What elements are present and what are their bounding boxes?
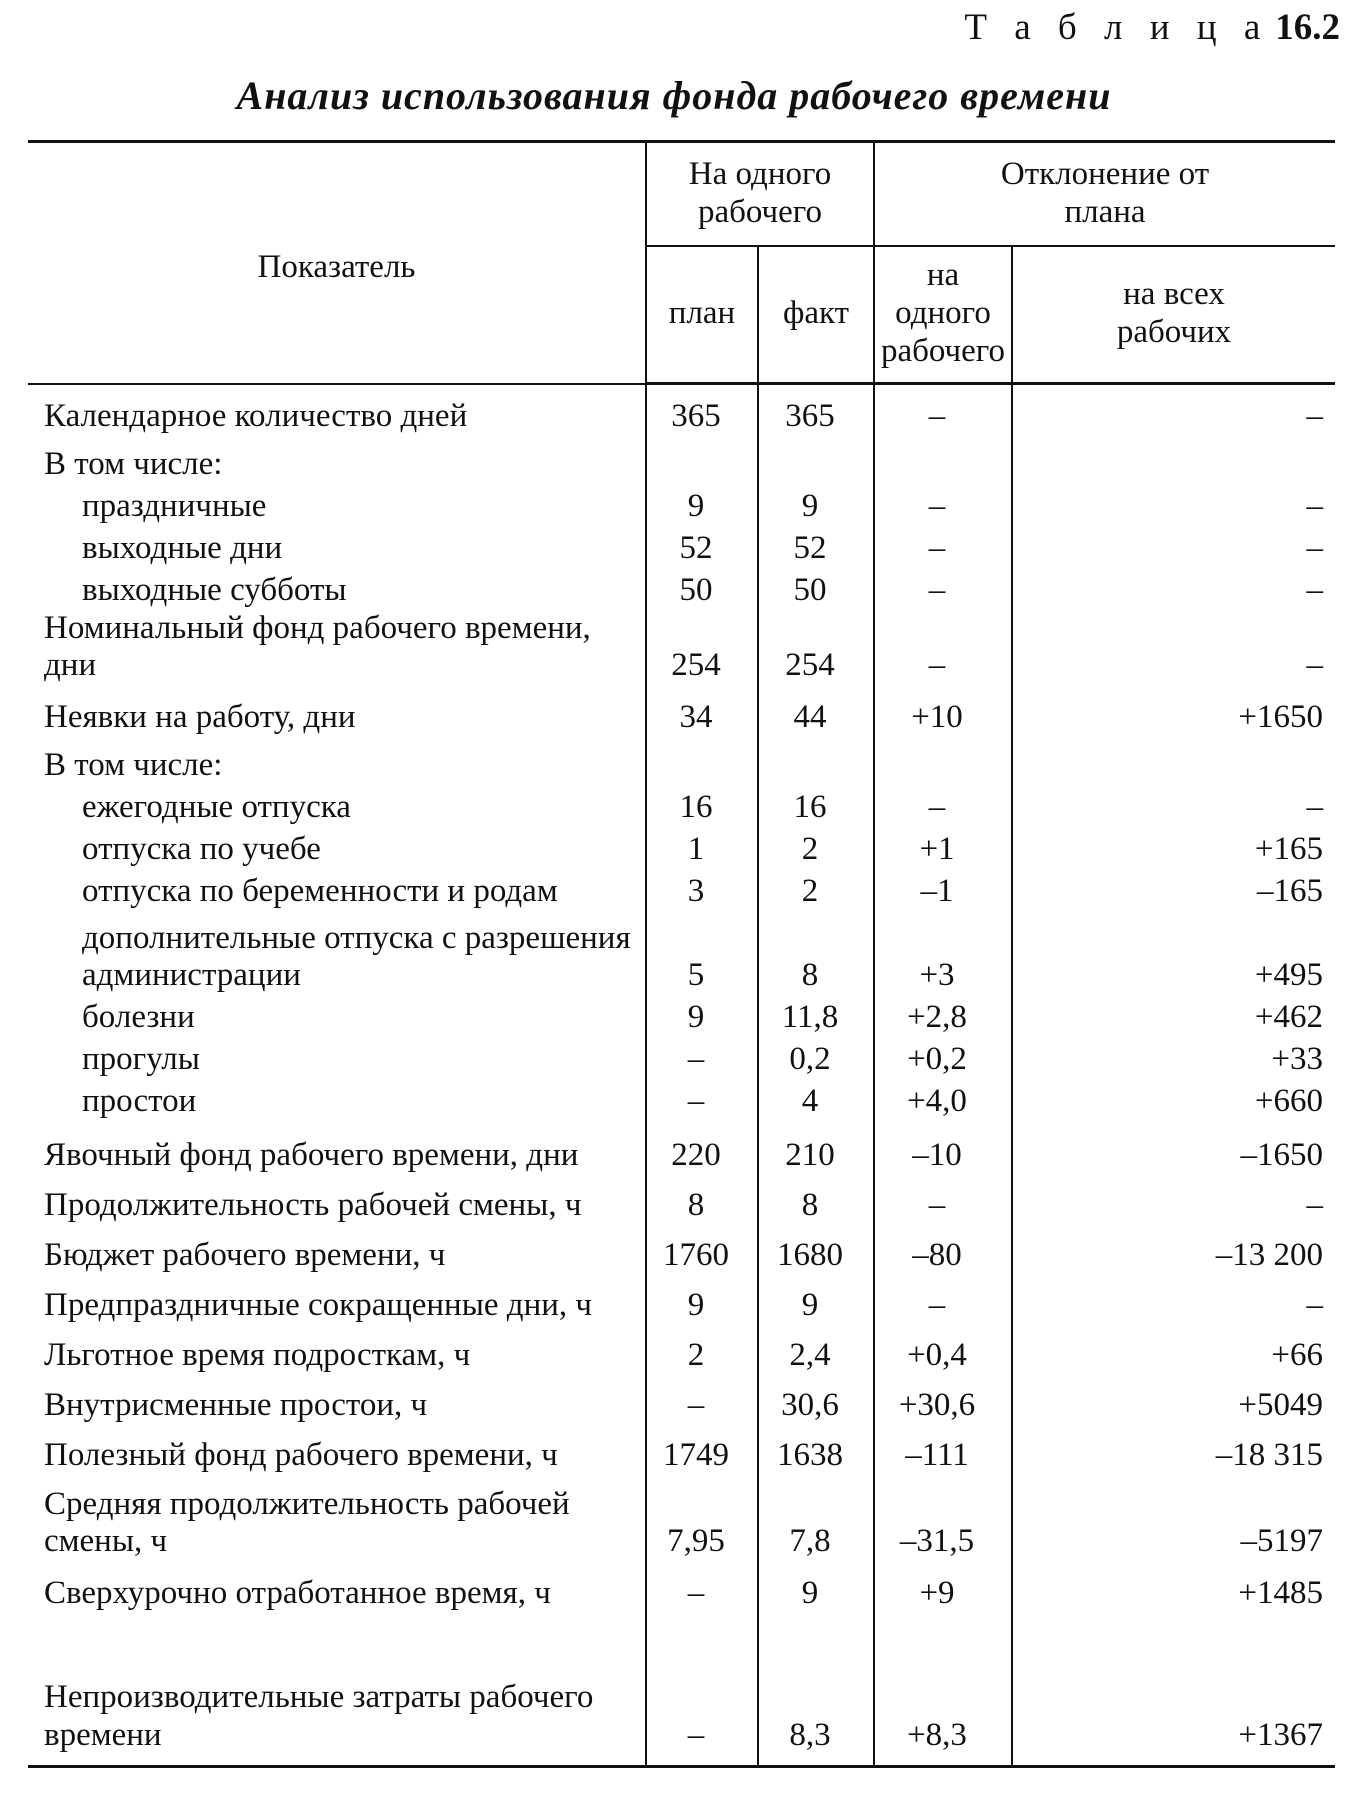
cell-plan: – (646, 1375, 758, 1425)
table-row (28, 737, 1335, 785)
cell-dev-all (1012, 737, 1335, 785)
table-number-value: 16.2 (1275, 7, 1340, 48)
table-row (28, 1175, 1335, 1225)
cell-dev-all: +660 (1012, 1079, 1335, 1121)
row-label-text: Непроизводительные затраты рабочего времени (44, 1679, 594, 1754)
table-row (28, 526, 1335, 568)
cell-plan: 2 (646, 1325, 758, 1375)
table-header (28, 142, 1335, 384)
cell-dev-one: – (874, 785, 1012, 827)
row-label: Сверхурочно отработанное время, ч (28, 1561, 646, 1613)
table-row (28, 1275, 1335, 1325)
header-per-worker (646, 142, 874, 246)
cell-fact: 2,4 (758, 1325, 874, 1375)
cell-dev-all: – (1012, 484, 1335, 526)
cell-dev-all: – (1012, 610, 1335, 686)
row-label: ежегодные отпуска (28, 785, 646, 827)
cell-plan: 3 (646, 869, 758, 911)
cell-dev-all: +495 (1012, 911, 1335, 995)
table-row (28, 1375, 1335, 1425)
table-row (28, 610, 1335, 686)
cell-fact: 16 (758, 785, 874, 827)
cell-dev-all: – (1012, 1175, 1335, 1225)
table-row (28, 1225, 1335, 1275)
header-per-worker-text: На одного рабочего (688, 155, 832, 230)
cell-fact: 9 (758, 1275, 874, 1325)
table-row (28, 1561, 1335, 1613)
cell-plan: 50 (646, 568, 758, 610)
row-label: отпуска по беременности и родам (28, 869, 646, 911)
cell-dev-one: +10 (874, 685, 1012, 737)
row-label (28, 1475, 646, 1561)
header-deviation (874, 142, 1335, 246)
cell-fact: 0,2 (758, 1037, 874, 1079)
cell-plan: 34 (646, 685, 758, 737)
table-row (28, 1425, 1335, 1475)
cell-dev-all: – (1012, 785, 1335, 827)
cell-dev-one: –80 (874, 1225, 1012, 1275)
cell-dev-all: –5197 (1012, 1475, 1335, 1561)
cell-fact: 2 (758, 827, 874, 869)
cell-dev-one (874, 436, 1012, 484)
table-body (28, 384, 1335, 1767)
cell-dev-one (874, 737, 1012, 785)
table-row (28, 1037, 1335, 1079)
cell-fact: 8 (758, 1175, 874, 1225)
row-label: праздничные (28, 484, 646, 526)
cell-dev-one: +8,3 (874, 1613, 1012, 1766)
row-label: Полезный фонд рабочего времени, ч (28, 1425, 646, 1475)
cell-plan: 5 (646, 911, 758, 995)
row-label: Льготное время подросткам, ч (28, 1325, 646, 1375)
row-label: прогулы (28, 1037, 646, 1079)
cell-fact: 210 (758, 1121, 874, 1175)
row-label: дополнительные отпуска с разрешения администрации (28, 911, 646, 995)
cell-plan: 1749 (646, 1425, 758, 1475)
table-row (28, 869, 1335, 911)
table-row (28, 384, 1335, 436)
cell-fact (758, 436, 874, 484)
cell-dev-one: –10 (874, 1121, 1012, 1175)
cell-dev-all: –165 (1012, 869, 1335, 911)
cell-dev-all: – (1012, 384, 1335, 436)
row-label: Продолжительность рабочей смены, ч (28, 1175, 646, 1225)
cell-fact: 8 (758, 911, 874, 995)
cell-dev-one: – (874, 610, 1012, 686)
table-row (28, 1121, 1335, 1175)
cell-dev-one: +4,0 (874, 1079, 1012, 1121)
table-title: Анализ использования фонда рабочего времени (236, 73, 1112, 118)
cell-dev-one: +30,6 (874, 1375, 1012, 1425)
table-row (28, 1079, 1335, 1121)
row-label: В том числе: (28, 737, 646, 785)
cell-dev-all: +5049 (1012, 1375, 1335, 1425)
cell-fact: 1680 (758, 1225, 874, 1275)
table-row (28, 685, 1335, 737)
cell-plan: 16 (646, 785, 758, 827)
cell-dev-all: +1485 (1012, 1561, 1335, 1613)
cell-fact: 9 (758, 1561, 874, 1613)
cell-plan: 8 (646, 1175, 758, 1225)
header-dev-all-workers (1012, 246, 1335, 384)
cell-dev-one: – (874, 526, 1012, 568)
row-label: Явочный фонд рабочего времени, дни (28, 1121, 646, 1175)
row-label: В том числе: (28, 436, 646, 484)
cell-dev-all: +165 (1012, 827, 1335, 869)
row-label: отпуска по учебе (28, 827, 646, 869)
table-row (28, 1325, 1335, 1375)
cell-dev-all: +66 (1012, 1325, 1335, 1375)
cell-fact: 7,8 (758, 1475, 874, 1561)
cell-plan: 9 (646, 484, 758, 526)
header-fact: факт (758, 246, 874, 384)
cell-dev-all: +33 (1012, 1037, 1335, 1079)
cell-fact: 1638 (758, 1425, 874, 1475)
cell-plan: 365 (646, 384, 758, 436)
cell-fact: 9 (758, 484, 874, 526)
cell-plan: 9 (646, 1275, 758, 1325)
cell-dev-all: – (1012, 568, 1335, 610)
cell-dev-one: – (874, 484, 1012, 526)
cell-dev-one: – (874, 1275, 1012, 1325)
row-label: выходные дни (28, 526, 646, 568)
table-row (28, 484, 1335, 526)
row-label: Внутрисменные простои, ч (28, 1375, 646, 1425)
cell-fact: 50 (758, 568, 874, 610)
table-number-label: Т а б л и ц а (964, 7, 1270, 48)
header-plan: план (646, 246, 758, 384)
table-row (28, 568, 1335, 610)
header-dev-all-workers-text: на всех рабочих (1116, 276, 1232, 351)
cell-fact: 4 (758, 1079, 874, 1121)
table-row (28, 995, 1335, 1037)
cell-fact: 44 (758, 685, 874, 737)
cell-dev-one: +2,8 (874, 995, 1012, 1037)
cell-dev-all: +462 (1012, 995, 1335, 1037)
cell-fact: 254 (758, 610, 874, 686)
cell-dev-all: +1367 (1012, 1613, 1335, 1766)
cell-plan (646, 737, 758, 785)
cell-fact (758, 737, 874, 785)
cell-fact: 11,8 (758, 995, 874, 1037)
work-time-fund-table (28, 140, 1335, 1768)
cell-plan: 7,95 (646, 1475, 758, 1561)
row-label: Номинальный фонд рабочего времени, дни (28, 610, 646, 686)
cell-dev-all: – (1012, 1275, 1335, 1325)
cell-fact: 8,3 (758, 1613, 874, 1766)
header-deviation-text: Отклонение от плана (1000, 155, 1210, 230)
cell-dev-all: –1650 (1012, 1121, 1335, 1175)
table-row (28, 1475, 1335, 1561)
cell-dev-one: –1 (874, 869, 1012, 911)
cell-dev-one: –31,5 (874, 1475, 1012, 1561)
cell-dev-one: +1 (874, 827, 1012, 869)
cell-plan (646, 436, 758, 484)
row-label-text: Средняя продолжительность рабочей смены, ч (44, 1485, 570, 1560)
row-label: Предпраздничные сокращенные дни, ч (28, 1275, 646, 1325)
cell-plan: 254 (646, 610, 758, 686)
cell-plan: 1 (646, 827, 758, 869)
row-label (28, 1613, 646, 1766)
cell-dev-all (1012, 436, 1335, 484)
row-label: Бюджет рабочего времени, ч (28, 1225, 646, 1275)
table-row (28, 1613, 1335, 1766)
cell-fact: 365 (758, 384, 874, 436)
cell-plan: 1760 (646, 1225, 758, 1275)
cell-fact: 2 (758, 869, 874, 911)
table-row (28, 911, 1335, 995)
cell-dev-one: –111 (874, 1425, 1012, 1475)
cell-dev-all: +1650 (1012, 685, 1335, 737)
row-label: Неявки на работу, дни (28, 685, 646, 737)
cell-plan: 220 (646, 1121, 758, 1175)
cell-fact: 30,6 (758, 1375, 874, 1425)
table-row (28, 785, 1335, 827)
cell-plan: – (646, 1079, 758, 1121)
table-row (28, 436, 1335, 484)
header-dev-per-worker (874, 246, 1012, 384)
cell-dev-all: – (1012, 526, 1335, 568)
cell-dev-one: – (874, 1175, 1012, 1225)
row-label: болезни (28, 995, 646, 1037)
cell-plan: – (646, 1561, 758, 1613)
row-label: Календарное количество дней (28, 384, 646, 436)
cell-fact: 52 (758, 526, 874, 568)
cell-plan: 9 (646, 995, 758, 1037)
cell-plan: 52 (646, 526, 758, 568)
cell-dev-one: +0,4 (874, 1325, 1012, 1375)
row-label: простои (28, 1079, 646, 1121)
cell-dev-one: +0,2 (874, 1037, 1012, 1079)
cell-plan: – (646, 1037, 758, 1079)
cell-dev-one: +9 (874, 1561, 1012, 1613)
cell-dev-all: –13 200 (1012, 1225, 1335, 1275)
cell-dev-all: –18 315 (1012, 1425, 1335, 1475)
header-dev-per-worker-text: на одного рабочего (880, 257, 1006, 370)
cell-dev-one: – (874, 384, 1012, 436)
cell-dev-one: +3 (874, 911, 1012, 995)
cell-plan: – (646, 1613, 758, 1766)
table-number (964, 6, 1340, 49)
cell-dev-one: – (874, 568, 1012, 610)
row-label: выходные субботы (28, 568, 646, 610)
table-row (28, 827, 1335, 869)
header-indicator: Показатель (28, 142, 646, 384)
